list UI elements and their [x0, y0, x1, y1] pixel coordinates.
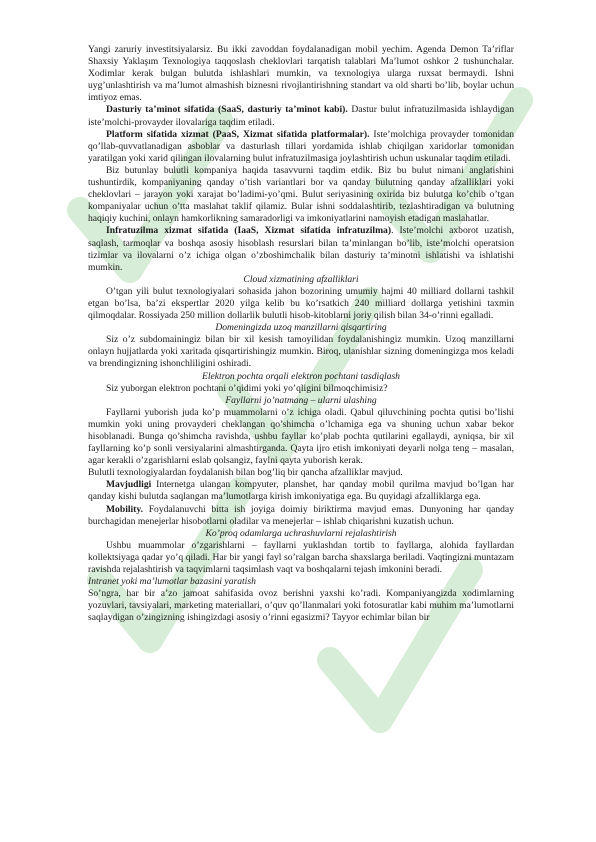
- paragraph-text: Ko’proq odamlarga uchrashuvlarni rejalashtirish: [205, 527, 397, 539]
- paragraph: [88, 129, 514, 165]
- paragraph-text: Yangi zaruriy investitsiyalarsiz. Bu ikki zavoddan foydalanadigan mobil yechim. Agenda Demon Ta’riflar Shaxsiy Yaklaşım Texnologiya taqqoslash cheklovlari tarqatish talablari Ma’lumot oshkor 2 tushunchalar. Xodimlar kerak bulgan bulutda ishlashlari mumkin, va texnologiya ularga ruxsat bermaydi. Ishni uyg’unlashtirish va ma’lumot almashish biznesni rivojlantirishning standart va old sharti bo’lib, boylar uchun imtiyoz emas.: [88, 44, 514, 104]
- section-heading: [88, 528, 514, 540]
- paragraph-text: Siz yuborgan elektron pochtani o’qidimi yoki yo’qligini bilmoqchimisiz?: [106, 382, 388, 394]
- paragraph-text: Iste’molchiga provayder tomonidan qo’llab-quvvatlanadigan asboblar va dasturlash tillari yordamida ishlab chiqilgan xaridorlar tomonidan yaratilgan yoki xarid qilingan ilovalarning bulut infratuzilmasiga joylashtirish uchun uskunalar taqdim etiladi.: [88, 128, 514, 164]
- section-heading: [88, 371, 514, 383]
- paragraph: [88, 104, 514, 128]
- paragraph: [88, 334, 514, 370]
- paragraph-text: Elektron pochta orqali elektron pochtani tasdiqlash: [202, 370, 400, 382]
- paragraph: [88, 479, 514, 503]
- paragraph: [88, 165, 514, 225]
- paragraph-term: Platform sifatida xizmat (PaaS, Xizmat sifatida platformalar).: [106, 128, 370, 140]
- paragraph: [88, 504, 514, 528]
- paragraph-text: Foydalanuvchi bitta ish joyiga doimiy biriktirma mavjud emas. Dunyoning har qanday burchagidan menejerlar hisobotlarni oladilar va menejerlar – ishlab chiqarishni kuzatish uchun.: [88, 503, 514, 527]
- section-heading: [88, 322, 514, 334]
- paragraph-text: Siz o’z subdomainingiz bilan bir xil kesish tamoyilidan foydalanishingiz mumkin. Uzoq manzillarni onlayn hujjatlarda yoki xaritada qisqartirishingiz mumkin. Biroq, ulanishlar sizning domeningizga mos keladi va brendingizning ishonchliligini oshiradi.: [88, 334, 514, 370]
- paragraph-text: Intranet yoki ma’lumotlar bazasini yaratish: [88, 576, 256, 588]
- paragraph-text: . Iste’molchi axborot uzatish, saqlash, tarmoqlar va boshqa asosiy hisoblash resurslari bilan ta’minlangan bo’lib, iste’molchi operatsion tizimlar va ilovalarni o’z ichiga olgan o’zboshimchalik bilan dasturiy ta’minotni ishlatishi va ishlatishi mumkin.: [88, 225, 514, 273]
- paragraph: [88, 286, 514, 322]
- paragraph-text: Cloud xizmatining afzalliklari: [243, 273, 359, 285]
- paragraph: [88, 383, 514, 395]
- paragraph: [88, 540, 514, 576]
- paragraph-text: Ushbu muammolar o’zgarishlarni – fayllarni yuklashdan tortib to fayllarga, alohida fayllardan kollektsiyaga qadar yo’q qiladi. Har bir yangi fayl so’ralgan barcha shaxslarga beriladi. Vaqtingizni muntazam ravishda rejalashtirish va taqvimlarni taqsimlash vaqt va boshqalarni tejash imkonini beradi.: [88, 539, 514, 576]
- paragraph-text: Biz butunlay bulutli kompaniya haqida tasavvurni taqdim etdik. Biz bu bulut nimani anglatishini tushuntirdik, kompaniyaning qanday o’tish variantlari bor va qanday bulutning qanday afzalliklari yoki cheklovlari – jarayon yoki xarajat bo’ladimi-yo’qmi. Bulut seriyasining oxirida biz bulutga ko’chib o’tgan kompaniyalar uchun o’tta maslahat taklif qilamiz. Bular ishni soddalashtirib, tezlashtiradigan va bulutning haqiqiy kuchini, onlayn hamkorlikning samaradorligi va imkoniyatlarini namoyish etadigan maslahatlar.: [88, 164, 514, 225]
- paragraph-term: Mavjudligi: [106, 479, 152, 491]
- paragraph: [88, 407, 514, 467]
- paragraph-text: Dastur bulut infratuzilmasida ishlaydigan iste’molchi-provayder ilovalariga taqdim etiladi.: [88, 104, 514, 128]
- paragraph-text: Fayllarni yuborish juda ko’p muammolarni o’z ichiga oladi. Qabul qiluvchining pochta qutisi bo’lishi mumkin yoki uning provayderi cheklangan qo’shimcha o’lchamiga ega va shuning uchun xabar bekor hisoblanadi. Bunga qo’shimcha ravishda, ushbu fayllar ko’plab pochta qutilarini egallaydi, ayniqsa, bir xil fayllarning ko’p sonli versiyalarini almashtirganda. Qayta ijro etish imkoniyati deyarli nolga teng – masalan, agar kerakli o’zgarishlarni eslab qolsangiz, faylni qayta yuborish kerak.: [88, 406, 514, 467]
- section-heading: [88, 274, 514, 286]
- paragraph-term: Infratuzilma xizmat sifatida (IaaS, Xizmat sifatida infratuzilma): [106, 225, 392, 237]
- paragraph-text: Bulutli texnologiyalardan foydalanish bilan bog’liq bir qancha afzalliklar mavjud.: [88, 467, 403, 479]
- paragraph-text: So’ngra, har bir a’zo jamoat sahifasida ovoz berishni yaxshi ko’radi. Kompaniyangizda xodimlarning yozuvlari, tavsiyalari, marketing materiallari, o’quv qo’llanmalari yoki fotosuratlar kabi muhim ma’lumotlarni saqlaydigan o’zingizning ishingizdagi asosiy o’rinni egasizmi? Tayyor echimlar bilan bir: [88, 588, 514, 624]
- paragraph-text: Fayllarni jo’natmang – ularni ulashing: [225, 394, 377, 406]
- paragraph: [88, 467, 514, 479]
- paragraph-text: O’tgan yili bulut texnologiyalari sohasida jahon bozorining umumiy hajmi 40 milliard dollarni tashkil etgan bo’lsa, ba’zi ekspertlar 2020 yilga kelib bu ko’rsatkich 240 milliard dollarga yetishini taxmin qilmoqdalar. Rossiyada 250 million dollarlik bulutli hisob-kitoblarni joriy qilish bilan 34-o’rinni egalladi.: [88, 285, 514, 322]
- paragraph: [88, 588, 514, 624]
- paragraph-term: Mobility.: [106, 503, 144, 515]
- section-heading: [88, 395, 514, 407]
- paragraph-text: Internetga ulangan kompyuter, planshet, har qanday mobil qurilma mavjud bo’lgan har qanday kishi bulutda saqlangan ma’lumotlarga kirish imkoniyatiga ega. Bu quyidagi afzalliklarga ega.: [88, 479, 514, 503]
- section-heading: [88, 576, 514, 588]
- paragraph-text: Domeningizda uzoq manzillarni qisqartiring: [215, 322, 387, 334]
- document-body: [88, 44, 514, 625]
- paragraph-term: Dasturiy ta’minot sifatida (SaaS, dasturiy ta’minot kabi).: [106, 104, 348, 116]
- paragraph: [88, 225, 514, 273]
- paragraph: [88, 44, 514, 104]
